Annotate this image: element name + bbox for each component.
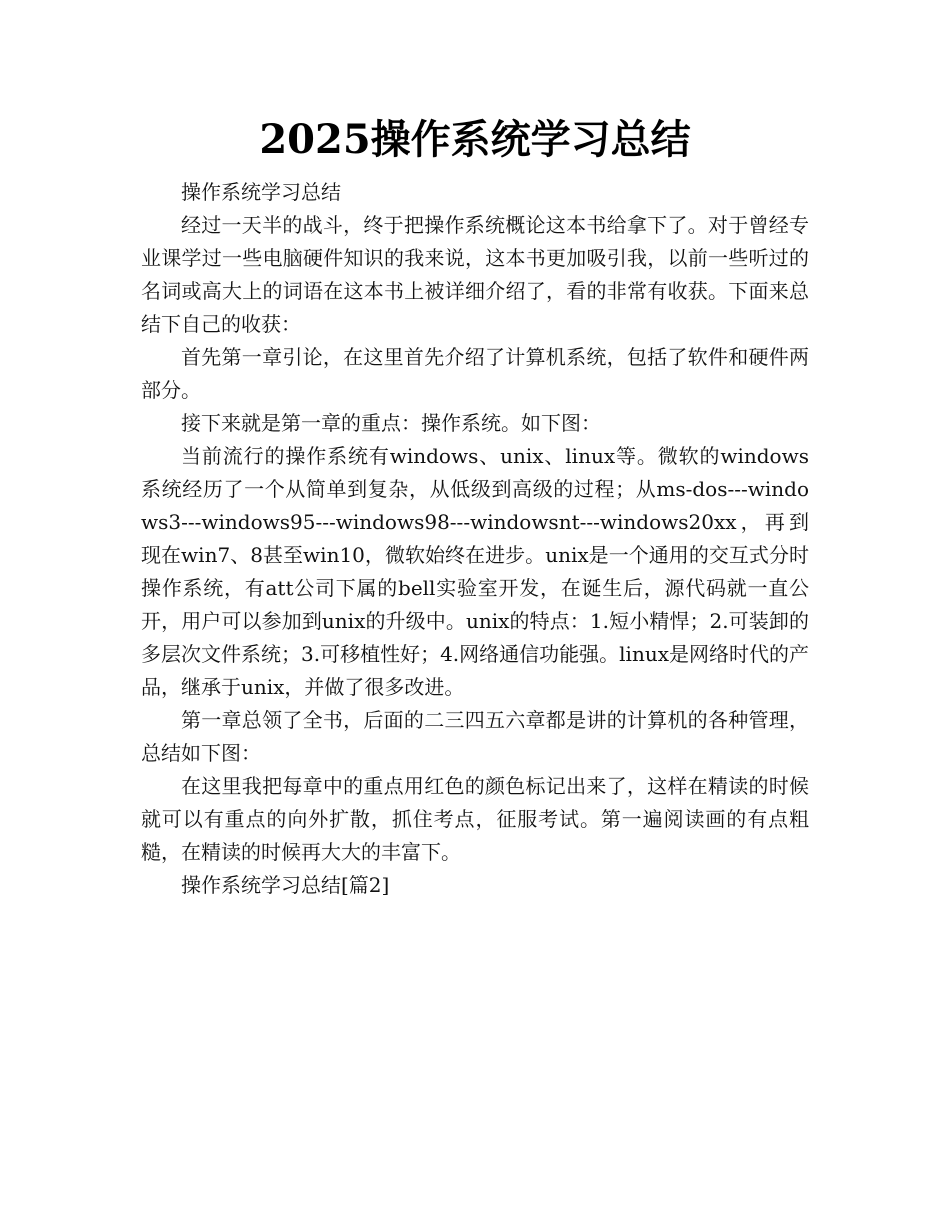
document-title: 2025操作系统学习总结 [259, 116, 691, 163]
paragraph: 经过一天半的战斗，终于把操作系统概论这本书给拿下了。对于曾经专业课学过一些电脑硬件知识的我来说，这本书更加吸引我，以前一些听过的名词或高大上的词语在这本书上被详细介绍了，看的非常有收获。下面来总结下自己的收获： [141, 213, 809, 336]
paragraph: 首先第一章引论，在这里首先介绍了计算机系统，包括了软件和硬件两部分。 [141, 345, 809, 402]
paragraph: 当前流行的操作系统有windows、unix、linux等。微软的windows系统经历了一个从简单到复杂，从低级到高级的过程；从ms-dos---windows3---windows95---windows98---windowsnt---windows20xx，再到现在win7、8甚至win10，微软始终在进步。unix是一个通用的交互式分时操作系统，有att公司下属的bell实验室开发，在诞生后，源代码就一直公开，用户可以参加到unix的升级中。unix的特点：1.短小精悍；2.可装卸的多层次文件系统；3.可移植性好；4.网络通信功能强。linux是网络时代的产品，继承于unix，并做了很多改进。 [141, 444, 809, 699]
paragraph: 在这里我把每章中的重点用红色的颜色标记出来了，这样在精读的时候就可以有重点的向外扩散，抓住考点，征服考试。第一遍阅读画的有点粗糙，在精读的时候再大大的丰富下。 [141, 774, 809, 864]
section-heading-2: 操作系统学习总结[篇2] [181, 873, 390, 897]
paragraph-subtitle: 操作系统学习总结 [181, 180, 341, 204]
document-body [141, 176, 809, 902]
paragraph: 接下来就是第一章的重点：操作系统。如下图： [181, 411, 601, 435]
paragraph: 第一章总领了全书，后面的二三四五六章都是讲的计算机的各种管理，总结如下图： [141, 708, 809, 765]
